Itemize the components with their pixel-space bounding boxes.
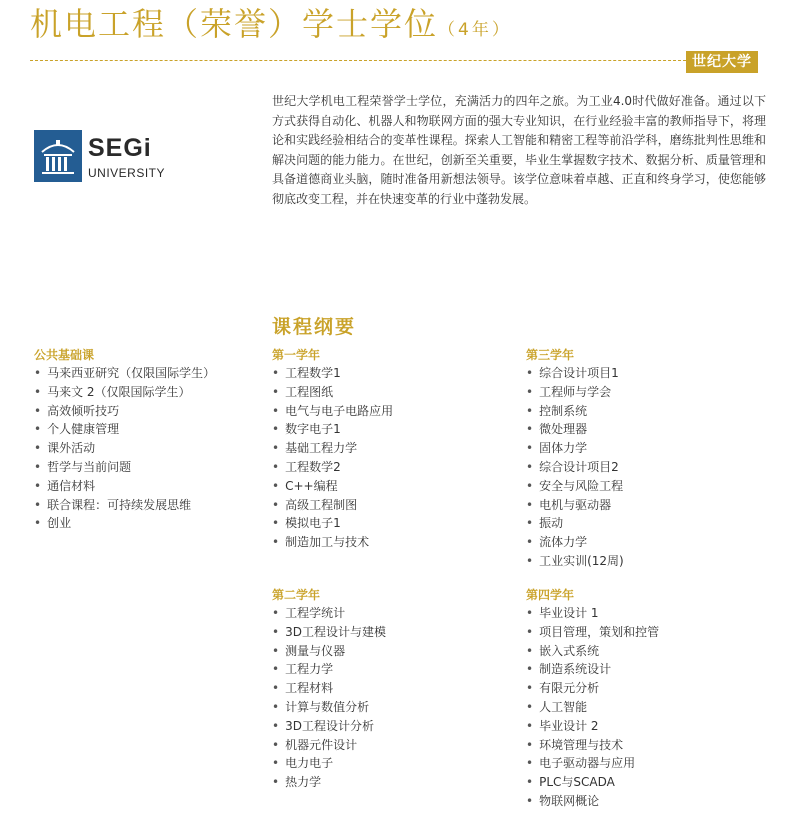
year4-course-item: • 制造系统设计	[526, 660, 659, 679]
year2-heading: 第二学年	[272, 588, 321, 602]
syllabus-title: 课程纲要	[272, 316, 357, 338]
year1-course-item: • 模拟电子1	[272, 514, 393, 533]
year3-course-item: • 综合设计项目1	[526, 364, 624, 383]
title-text: 机电工程（荣誉）学士学位	[30, 5, 439, 43]
title-divider	[30, 60, 686, 61]
building-icon	[34, 130, 82, 182]
year2-course-item: • 工程材料	[272, 679, 386, 698]
general-course-item: • 通信材料	[34, 477, 215, 496]
year1-course-item: • 电气与电子电路应用	[272, 402, 393, 421]
year3-course-item: • 安全与风险工程	[526, 477, 624, 496]
year3-course-item: • 振动	[526, 514, 624, 533]
year2-course-item: • 测量与仪器	[272, 642, 386, 661]
year3-course-item: • 工业实训(12周)	[526, 552, 624, 571]
year1-course-list	[272, 364, 393, 552]
year4-course-item: • 环境管理与技术	[526, 736, 659, 755]
year4-course-item: • 有限元分析	[526, 679, 659, 698]
year2-course-item: • 3D工程设计与建模	[272, 623, 386, 642]
year3-course-item: • 综合设计项目2	[526, 458, 624, 477]
year3-course-item: • 控制系统	[526, 402, 624, 421]
year4-course-item: • 嵌入式系统	[526, 642, 659, 661]
general-course-item: • 马来文 2（仅限国际学生）	[34, 383, 215, 402]
year3-course-item: • 工程师与学会	[526, 383, 624, 402]
year3-course-list	[526, 364, 624, 571]
year2-course-item: • 工程力学	[272, 660, 386, 679]
year2-course-item: • 计算与数值分析	[272, 698, 386, 717]
year2-course-item: • 电力电子	[272, 754, 386, 773]
year1-course-item: • 基础工程力学	[272, 439, 393, 458]
year1-heading: 第一学年	[272, 348, 321, 362]
year1-course-item: • 工程数学2	[272, 458, 393, 477]
year1-course-item: • 工程图纸	[272, 383, 393, 402]
year3-course-item: • 固体力学	[526, 439, 624, 458]
general-course-item: • 创业	[34, 514, 215, 533]
logo-subtitle: UNIVERSITY	[88, 166, 166, 180]
general-course-item: • 个人健康管理	[34, 420, 215, 439]
title-years: （4年）	[438, 20, 512, 40]
logo-name: SEGi	[88, 134, 152, 162]
year2-course-item: • 3D工程设计分析	[272, 717, 386, 736]
general-course-item: • 马来西亚研究（仅限国际学生）	[34, 364, 215, 383]
year3-course-item: • 微处理器	[526, 420, 624, 439]
year1-course-item: • 工程数学1	[272, 364, 393, 383]
year4-heading: 第四学年	[526, 588, 575, 602]
general-course-list	[34, 364, 215, 533]
year3-heading: 第三学年	[526, 348, 575, 362]
year4-course-item: • 项目管理，策划和控管	[526, 623, 659, 642]
year2-course-list	[272, 604, 386, 792]
year4-course-item: • 毕业设计 2	[526, 717, 659, 736]
year4-course-item: • 人工智能	[526, 698, 659, 717]
year1-course-item: • 高级工程制图	[272, 496, 393, 515]
segi-logo	[34, 130, 194, 186]
general-course-item: • 课外活动	[34, 439, 215, 458]
page-title	[30, 2, 512, 52]
year2-course-item: • 热力学	[272, 773, 386, 792]
university-badge: 世纪大学	[686, 51, 758, 73]
logo-emblem	[34, 130, 82, 182]
year1-course-item: • 制造加工与技术	[272, 533, 393, 552]
year1-course-item: • C++编程	[272, 477, 393, 496]
general-heading: 公共基础课	[34, 348, 95, 362]
general-course-item: • 哲学与当前问题	[34, 458, 215, 477]
year1-course-item: • 数字电子1	[272, 420, 393, 439]
year4-course-list	[526, 604, 659, 811]
intro-paragraph: 世纪大学机电工程荣誉学士学位，充满活力的四年之旅。为工业4.0时代做好准备。通过以下方式获得自动化、机器人和物联网方面的强大专业知识，在行业经验丰富的教师指导下，将理论和实践经验相结合的变革性课程。探索人工智能和精密工程等前沿学科，磨练批判性思维和解决问题的能力能力。在世纪，创新至关重要，毕业生掌握数字技术、数据分析、质量管理和具备道德商业头脑，随时准备用新想法领导。该学位意味着卓越、正直和终身学习，使您能够彻底改变工程，并在快速变革的行业中蓬勃发展。	[272, 94, 766, 206]
year4-course-item: • 毕业设计 1	[526, 604, 659, 623]
general-course-item: • 联合课程：可持续发展思维	[34, 496, 215, 515]
year4-course-item: • PLC与SCADA	[526, 773, 659, 792]
year3-course-item: • 流体力学	[526, 533, 624, 552]
year2-course-item: • 工程学统计	[272, 604, 386, 623]
year2-course-item: • 机器元件设计	[272, 736, 386, 755]
general-course-item: • 高效倾听技巧	[34, 402, 215, 421]
year4-course-item: • 物联网概论	[526, 792, 659, 811]
year3-course-item: • 电机与驱动器	[526, 496, 624, 515]
year4-course-item: • 电子驱动器与应用	[526, 754, 659, 773]
